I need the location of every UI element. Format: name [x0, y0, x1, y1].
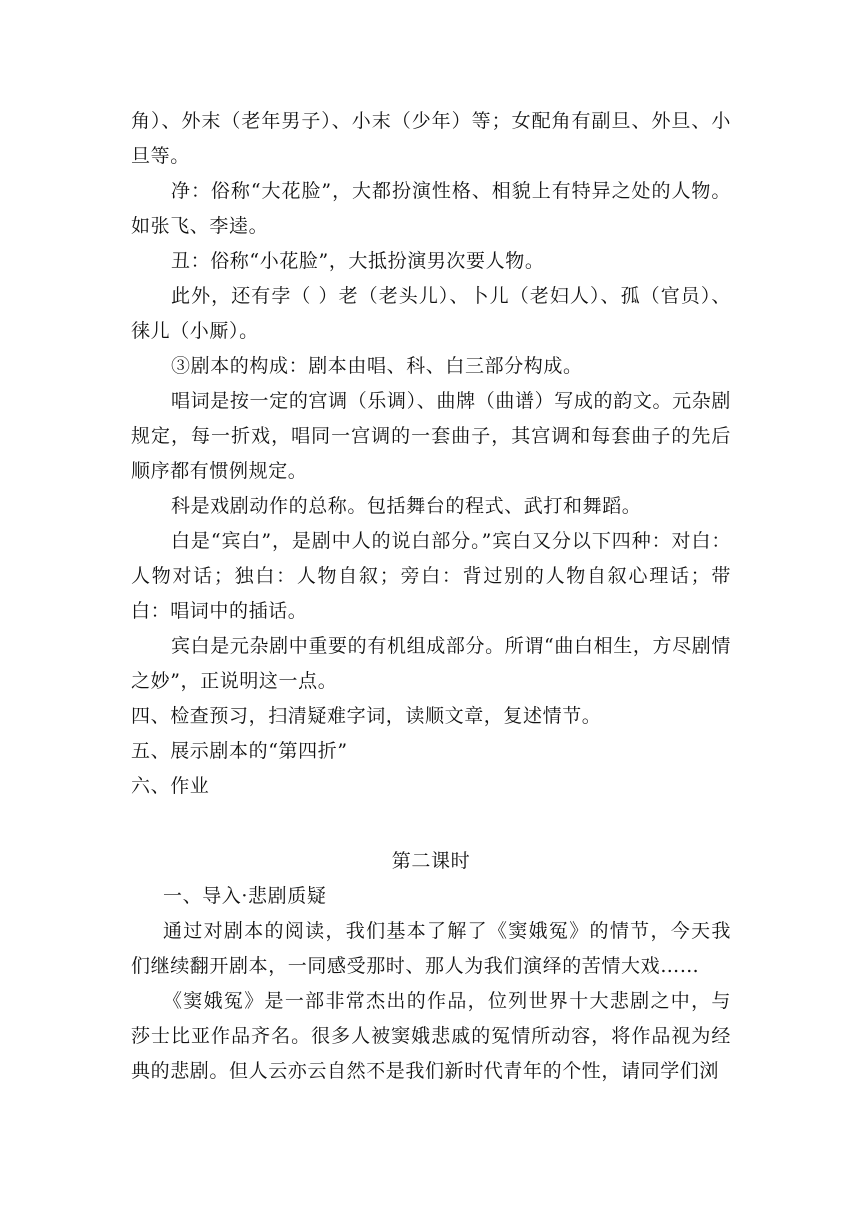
paragraph-bai-importance: 宾白是元杂剧中重要的有机组成部分。所谓“曲白相生，方尽剧情之妙”，正说明这一点。: [131, 635, 731, 692]
paragraph-script-structure: ③剧本的构成：剧本由唱、科、白三部分构成。: [171, 355, 583, 377]
paragraph-ke: 科是戏剧动作的总称。包括舞台的程式、武打和舞蹈。: [171, 495, 642, 517]
paragraph-tragedy: 《窦娥冤》是一部非常杰出的作品，位列世界十大悲剧之中，与莎士比亚作品齐名。很多人被窦娥悲戚的冤情所动容，将作品视为经典的悲剧。但人云亦云自然不是我们新时代青年的个性，请同学们浏: [131, 990, 731, 1082]
document-page: [131, 104, 731, 1089]
paragraph-intro-reading: 通过对剧本的阅读，我们基本了解了《窦娥冤》的情节，今天我们继续翻开剧本，一同感受那时、那人为我们演绎的苦情大戏……: [131, 920, 731, 977]
paragraph-other-roles: 此外，还有孛（ ）老（老头儿）、卜儿（老妇人）、孤（官员）、徕儿（小厮）。: [131, 285, 731, 342]
heading-check-preview: 四、检查预习，扫清疑难字词，读顺文章，复述情节。: [131, 705, 602, 727]
paragraph-chou: 丑：俗称“小花脸”，大抵扮演男次要人物。: [171, 250, 545, 272]
paragraph-bai: 白是“宾白”，是剧中人的说白部分。”宾白又分以下四种：对白：人物对话；独白：人物自叙；旁白：背过别的人物自叙心理话；带白：唱词中的插话。: [131, 530, 731, 622]
section-spacer: [131, 804, 731, 844]
heading-intro: 一、导入·悲剧质疑: [163, 885, 327, 907]
heading-show-script: 五、展示剧本的“第四折”: [131, 740, 348, 762]
paragraph-jing: 净：俗称“大花脸”，大都扮演性格、相貌上有特异之处的人物。如张飞、李逵。: [131, 180, 731, 237]
paragraph-roles-continued: 角）、外末（老年男子）、小末（少年）等；女配角有副旦、外旦、小旦等。: [131, 110, 731, 167]
paragraph-lyrics: 唱词是按一定的宫调（乐调）、曲牌（曲谱）写成的韵文。元杂剧规定，每一折戏，唱同一宫调的一套曲子，其宫调和每套曲子的先后顺序都有惯例规定。: [131, 390, 731, 482]
heading-homework: 六、作业: [131, 775, 210, 797]
section-title: 第二课时: [391, 850, 471, 872]
